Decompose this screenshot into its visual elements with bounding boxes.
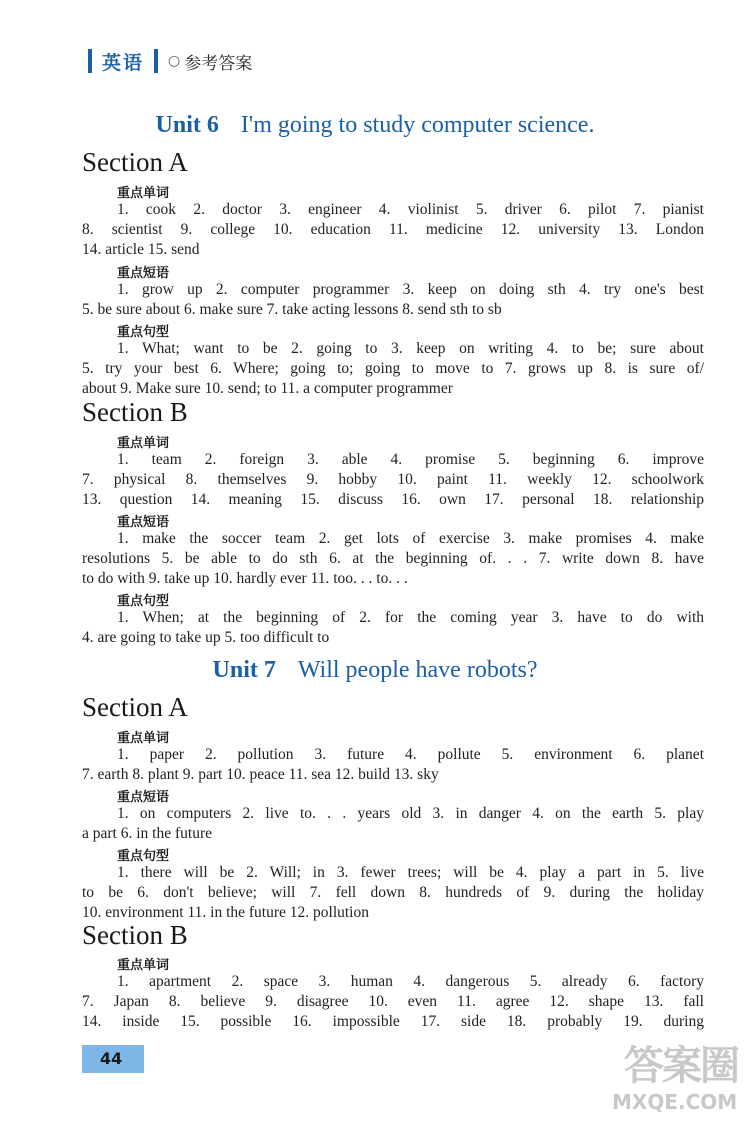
answer-line: 14. article 15. send	[82, 241, 200, 258]
header-bar-right	[154, 49, 158, 73]
answer-line: 8. scientist 9. college 10. education 11. medicine 12. university 13. London	[82, 221, 704, 238]
unit-number: Unit 7	[212, 657, 276, 683]
header-title: 参考答案	[184, 53, 253, 74]
answer-line: 1. make the soccer team 2. get lots of exercise 3. make promises 4. make	[117, 530, 704, 547]
answer-line: 10. environment 11. in the future 12. pollution	[82, 904, 369, 921]
answer-line: 1. apartment 2. space 3. human 4. dangerous 5. already 6. factory	[117, 973, 704, 990]
watermark-logo	[612, 1030, 742, 1120]
circle-bullet-icon: ○	[168, 53, 181, 69]
answer-line: 4. are going to take up 5. too difficult to	[82, 629, 330, 646]
answer-line: 5. be sure about 6. make sure 7. take acting lessons 8. send sth to sb	[82, 301, 502, 318]
subject-label: 英语	[102, 51, 145, 74]
answer-line: 14. inside 15. possible 16. impossible 17. side 18. probably 19. during	[82, 1013, 704, 1030]
answer-line: 1. grow up 2. computer programmer 3. keep on doing sth 4. try one's best	[117, 281, 704, 298]
section-title: Section B	[82, 920, 188, 950]
header-bar-left	[88, 49, 92, 73]
page-header	[88, 48, 252, 74]
answer-line: to do with 9. take up 10. hardly ever 11. too. . . to. . .	[82, 570, 408, 587]
section-title: Section A	[82, 147, 188, 177]
page-number-tab	[82, 1045, 144, 1073]
answer-line: 1. team 2. foreign 3. able 4. promise 5. beginning 6. improve	[117, 451, 704, 468]
answer-line: 7. physical 8. themselves 9. hobby 10. paint 11. weekly 12. schoolwork	[82, 471, 704, 488]
unit-title: Will people have robots?	[297, 657, 538, 683]
phrases-label: 重点短语	[117, 790, 170, 805]
answer-line: 1. there will be 2. Will; in 3. fewer trees; will be 4. play a part in 5. live	[117, 864, 704, 881]
answer-line: a part 6. in the future	[82, 825, 212, 842]
answer-line: 13. question 14. meaning 15. discuss 16. own 17. personal 18. relationship	[82, 491, 704, 508]
answer-line: 1. When; at the beginning of 2. for the coming year 3. have to do with	[117, 609, 704, 626]
words-label: 重点单词	[117, 731, 170, 746]
answer-line: 1. paper 2. pollution 3. future 4. pollute 5. environment 6. planet	[117, 746, 704, 763]
unit-7-heading	[0, 657, 750, 684]
answer-line: 7. Japan 8. believe 9. disagree 10. even 11. agree 12. shape 13. fall	[82, 993, 704, 1010]
answer-line: about 9. Make sure 10. send; to 11. a computer programmer	[82, 380, 453, 397]
section-title: Section B	[82, 397, 188, 427]
words-label: 重点单词	[117, 186, 170, 201]
unit-number: Unit 6	[155, 112, 219, 138]
sentences-label: 重点句型	[117, 594, 170, 609]
watermark-text: 答案圈	[624, 1043, 738, 1089]
section-title: Section A	[82, 692, 188, 722]
answer-line: 5. try your best 6. Where; going to; going to move to 7. grows up 8. is sure of/	[82, 360, 704, 377]
sentences-label: 重点句型	[117, 325, 170, 340]
page-number: 44	[100, 1049, 123, 1068]
answer-line: 7. earth 8. plant 9. part 10. peace 11. sea 12. build 13. sky	[82, 766, 439, 783]
answer-line: 1. cook 2. doctor 3. engineer 4. violinist 5. driver 6. pilot 7. pianist	[117, 201, 704, 218]
answer-line: resolutions 5. be able to do sth 6. at the beginning of. . . 7. write down 8. have	[82, 550, 704, 567]
phrases-label: 重点短语	[117, 515, 170, 530]
answer-line: 1. on computers 2. live to. . . years old 3. in danger 4. on the earth 5. play	[117, 805, 704, 822]
answer-line: 1. What; want to be 2. going to 3. keep on writing 4. to be; sure about	[117, 340, 704, 357]
watermark-url: MXQE.COM	[612, 1090, 738, 1114]
unit-title: I'm going to study computer science.	[240, 112, 595, 138]
phrases-label: 重点短语	[117, 266, 170, 281]
words-label: 重点单词	[117, 436, 170, 451]
answer-line: to be 6. don't believe; will 7. fell down 8. hundreds of 9. during the holiday	[82, 884, 704, 901]
unit-6-heading	[0, 112, 750, 139]
words-label: 重点单词	[117, 958, 170, 973]
sentences-label: 重点句型	[117, 849, 170, 864]
